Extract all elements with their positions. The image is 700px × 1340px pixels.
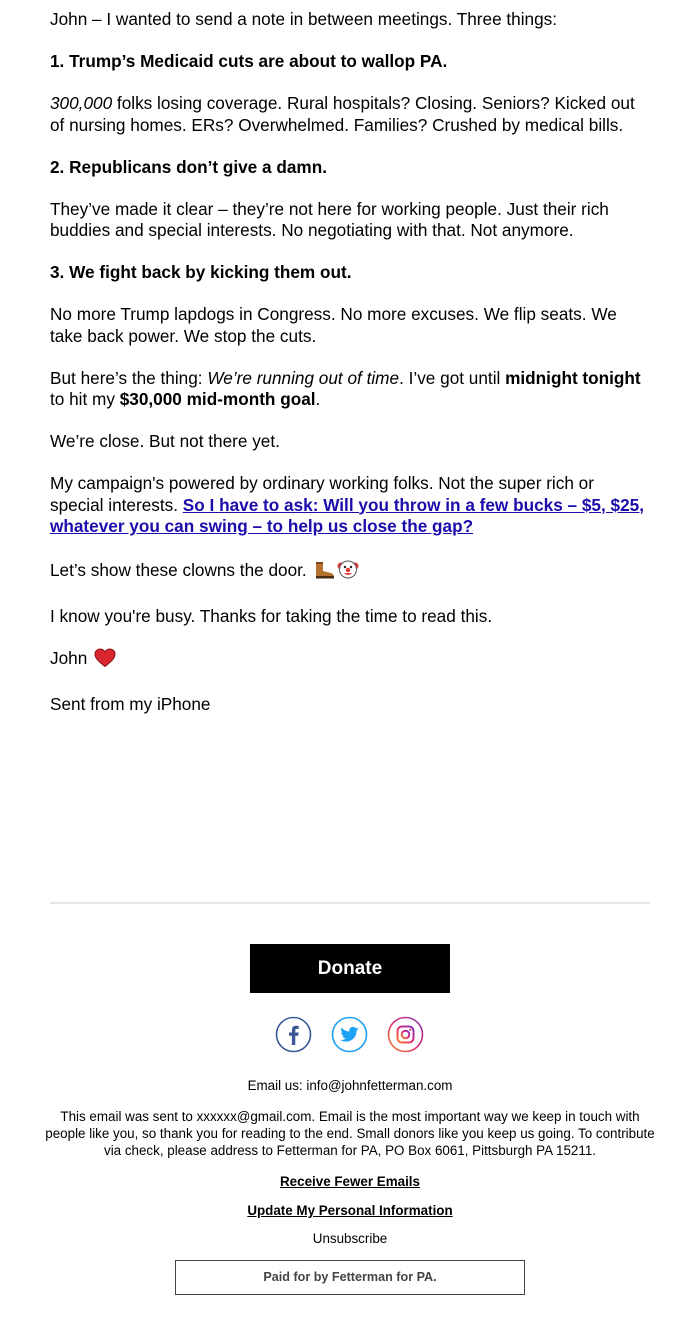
clown-face-icon xyxy=(337,558,359,586)
instagram-icon[interactable] xyxy=(387,1016,424,1053)
ask-paragraph: My campaign's powered by ordinary working folks. Not the super rich or special interests. So I have to ask: Will you throw in a few bucks – $5, $25, whatever you can swing – to help us close the gap? xyxy=(50,473,644,536)
coverage-number: 300,000 xyxy=(50,93,113,113)
social-links xyxy=(0,1016,700,1053)
donate-button[interactable]: Donate xyxy=(250,944,450,993)
donate-ask-link[interactable]: So I have to ask: Will you throw in a few bucks – $5, $25, whatever you can swing – to help us close the gap? xyxy=(50,494,644,536)
point1-heading: 1. Trump’s Medicaid cuts are about to wallop PA. xyxy=(50,51,448,71)
point3-paragraph: No more Trump lapdogs in Congress. No more excuses. We flip seats. We take back power. We stop the cuts. xyxy=(50,304,617,346)
facebook-icon[interactable] xyxy=(275,1016,312,1053)
door-paragraph: Let’s show these clowns the door. xyxy=(50,558,650,586)
twitter-icon[interactable] xyxy=(331,1016,368,1053)
close-paragraph: We’re close. But not there yet. xyxy=(50,431,280,451)
footer-divider xyxy=(50,902,650,904)
red-heart-icon xyxy=(94,648,116,674)
point2-heading: 2. Republicans don’t give a damn. xyxy=(50,156,327,177)
contact-email: Email us: info@johnfetterman.com xyxy=(247,1078,453,1093)
intro-paragraph: John – I wanted to send a note in between meetings. Three things: xyxy=(50,9,558,29)
sent-from-line: Sent from my iPhone xyxy=(50,694,211,714)
thanks-paragraph: I know you're busy. Thanks for taking the time to read this. xyxy=(50,606,493,626)
point2-paragraph: They’ve made it clear – they’re not here for working people. Just their rich buddies and special interests. No negotiating with that. Not anymore. xyxy=(50,198,609,240)
update-personal-info-link[interactable]: Update My Personal Information xyxy=(247,1203,453,1218)
paid-for-disclaimer-box: Paid for by Fetterman for PA. xyxy=(175,1260,525,1295)
point1-paragraph: 300,000 folks losing coverage. Rural hospitals? Closing. Seniors? Kicked out of nursing homes. ERs? Overwhelmed. Families? Crushed by medical bills. xyxy=(50,93,635,135)
point3-heading: 3. We fight back by kicking them out. xyxy=(50,262,352,282)
urgency-paragraph: But here’s the thing: We’re running out of time. I’ve got until midnight tonight to hit my $30,000 mid-month goal. xyxy=(50,367,641,409)
email-body xyxy=(50,9,650,736)
signoff-paragraph: John xyxy=(50,648,650,674)
footer-disclaimer: This email was sent to xxxxxx@gmail.com. Email is the most important way we keep in touch with people like you, so thank you for reading to the end. Small donors like you keep us going. To contribute via check, please address to Fetterman for PA, PO Box 6061, Pittsburgh PA 15211. xyxy=(45,1109,655,1158)
boot-icon xyxy=(313,560,335,586)
receive-fewer-emails-link[interactable]: Receive Fewer Emails xyxy=(280,1174,420,1189)
unsubscribe-link[interactable]: Unsubscribe xyxy=(312,1231,388,1246)
